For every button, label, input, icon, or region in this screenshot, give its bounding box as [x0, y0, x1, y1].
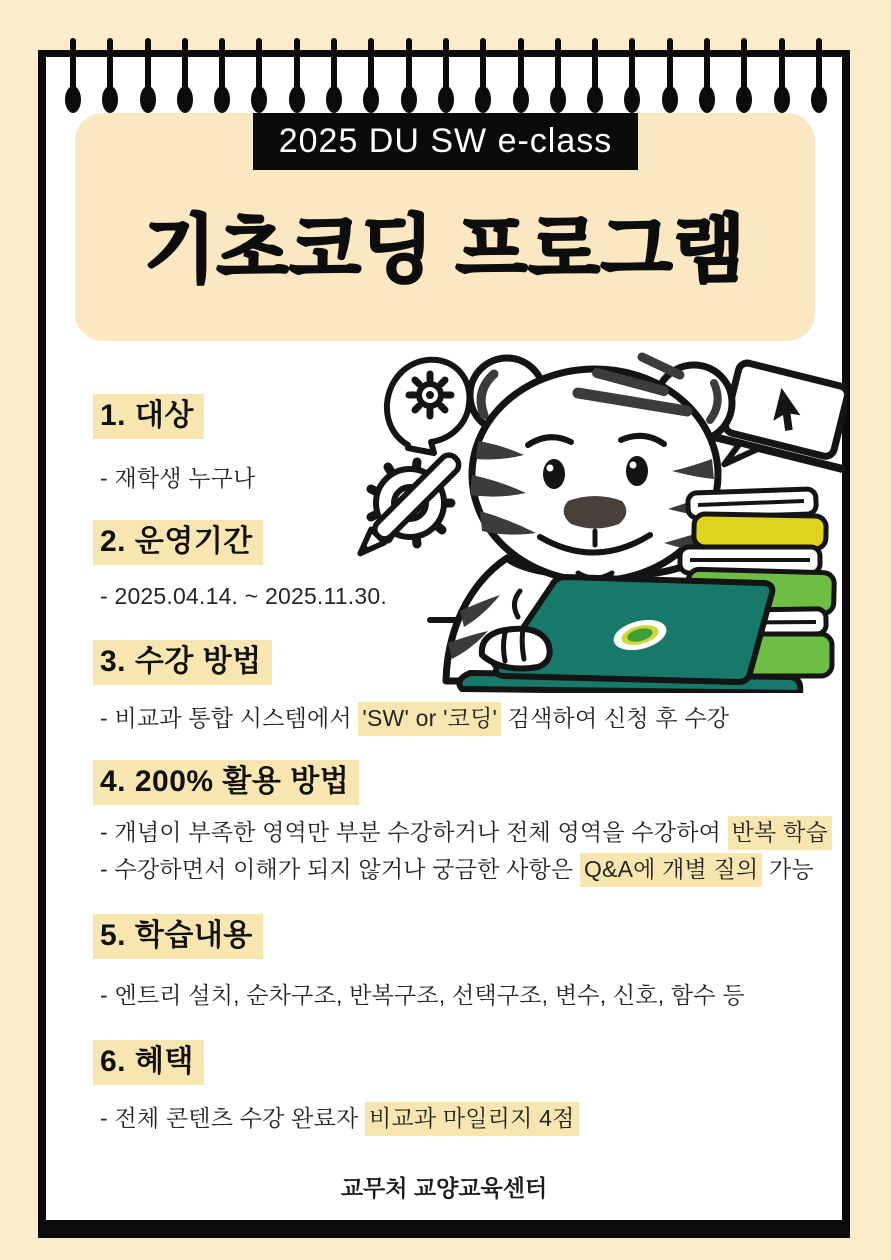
section-5-heading-text: 5. 학습내용: [93, 914, 263, 959]
section-4-heading-text: 4. 200% 활용 방법: [93, 760, 359, 805]
section-1-heading: [93, 390, 204, 434]
body-highlight: 비교과 마일리지 4점: [365, 1102, 579, 1136]
section-2-heading-text: 2. 운영기간: [93, 520, 263, 565]
event-badge: 2025 DU SW e-class: [253, 113, 638, 170]
section-3-body: [100, 700, 729, 737]
section-1-heading-text: 1. 대상: [93, 394, 204, 439]
section-4-body: [100, 814, 832, 888]
section-6-body: [100, 1100, 579, 1137]
body-text: - 엔트리 설치, 순차구조, 반복구조, 선택구조, 변수, 신호, 함수 등: [100, 982, 745, 1008]
section-3-heading: [93, 636, 272, 680]
body-highlight: Q&A에 개별 질의: [580, 853, 762, 887]
section-5-body: [100, 977, 745, 1014]
body-highlight: 반복 학습: [728, 816, 832, 850]
body-text: - 전체 콘텐츠 수강 완료자: [100, 1105, 365, 1131]
section-3-heading-text: 3. 수강 방법: [93, 640, 272, 685]
body-line: [100, 851, 832, 888]
footer-organization: 교무처 교양교육센터: [340, 1175, 548, 1201]
gear-pencil-icon: [353, 451, 462, 560]
section-6-heading-text: 6. 혜택: [93, 1040, 204, 1085]
body-text: 가능: [762, 856, 814, 882]
tiger-paw: [482, 629, 550, 669]
body-text: 검색하여 신청 후 수강: [501, 705, 730, 731]
section-6-heading: [93, 1036, 204, 1080]
body-text: - 비교과 통합 시스템에서: [100, 705, 359, 731]
body-text: - 2025.04.14. ~ 2025.11.30.: [100, 583, 387, 609]
section-4-heading: [93, 756, 359, 800]
thinking-head-icon: [387, 360, 470, 453]
section-1-body: [100, 460, 256, 497]
poster-title: 기초코딩 프로그램: [144, 208, 746, 291]
body-text: - 개념이 부족한 영역만 부분 수강하거나 전체 영역을 수강하여: [100, 819, 728, 845]
hero-illustration: [342, 343, 847, 693]
body-text: - 재학생 누구나: [100, 465, 256, 491]
body-text: - 수강하면서 이해가 되지 않거나 궁금한 사항은: [100, 856, 580, 882]
section-2-heading: [93, 516, 263, 560]
body-line: [100, 814, 832, 851]
body-highlight: 'SW' or '코딩': [358, 702, 501, 736]
section-5-heading: [93, 910, 263, 954]
